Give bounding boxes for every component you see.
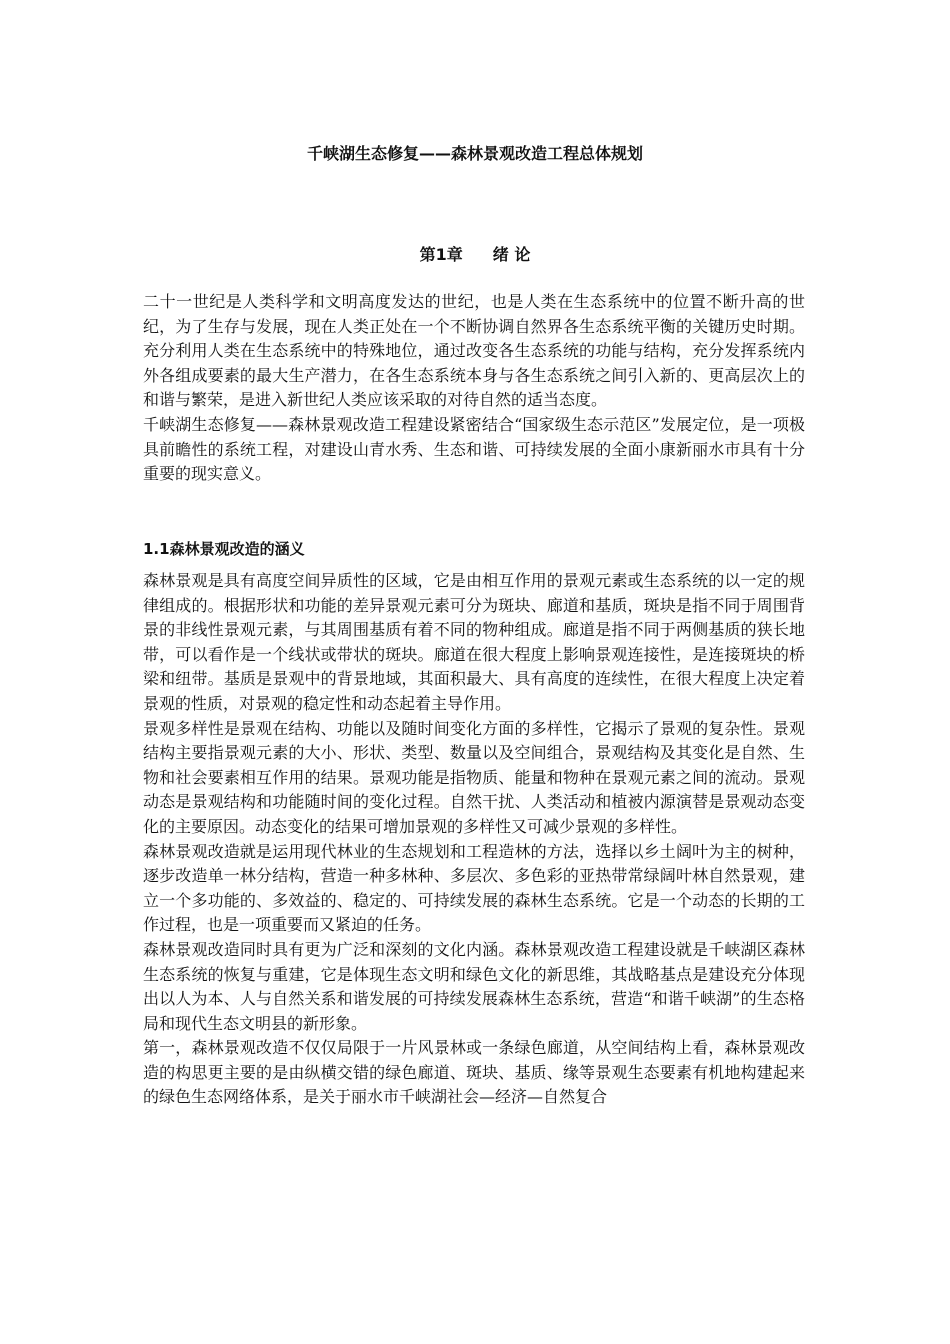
- paragraph: 森林景观改造同时具有更为广泛和深刻的文化内涵。森林景观改造工程建设就是千峡湖区森林生态系统的恢复与重建，它是体现生态文明和绿色文化的新思维，其战略基点是建设充分体现出以人为本、人与自然关系和谐发展的可持续发展森林生态系统，营造“和谐千峡湖”的生态格局和现代生态文明县的新形象。: [143, 939, 805, 1033]
- section-body: [143, 569, 805, 1110]
- section-heading: 1.1森林景观改造的涵义: [143, 540, 305, 558]
- paragraph: 二十一世纪是人类科学和文明高度发达的世纪，也是人类在生态系统中的位置不断升高的世纪，为了生存与发展，现在人类正处在一个不断协调自然界各生态系统平衡的关键历史时期。充分利用人类在生态系统中的特殊地位，通过改变各生态系统的功能与结构，充分发挥系统内外各组成要素的最大生产潜力，在各生态系统本身与各生态系统之间引入新的、更高层次上的和谐与繁荣，是进入新世纪人类应该采取的对待自然的适当态度。: [143, 292, 805, 410]
- document-title: 千峡湖生态修复——森林景观改造工程总体规划: [306, 144, 643, 163]
- chapter-heading: [0, 244, 950, 266]
- paragraph: 森林景观改造就是运用现代林业的生态规划和工程造林的方法，选择以乡土阔叶为主的树种，逐步改造单一林分结构，营造一种多林种、多层次、多色彩的亚热带常绿阔叶林自然景观，建立一个多功能的、多效益的、稳定的、可持续发展的森林生态系统。它是一个动态的长期的工作过程，也是一项重要而又紧迫的任务。: [143, 841, 805, 935]
- paragraph: 千峡湖生态修复——森林景观改造工程建设紧密结合“国家级生态示范区”发展定位，是一项极具前瞻性的系统工程，对建设山青水秀、生态和谐、可持续发展的全面小康新丽水市具有十分重要的现实意义。: [143, 414, 805, 484]
- chapter-title: 绪 论: [492, 245, 531, 264]
- chapter-intro-body: [143, 290, 805, 487]
- paragraph: 景观多样性是景观在结构、功能以及随时间变化方面的多样性，它揭示了景观的复杂性。景观结构主要指景观元素的大小、形状、类型、数量以及空间组合，景观结构及其变化是自然、生物和社会要素相互作用的结果。景观功能是指物质、能量和物种在景观元素之间的流动。景观动态是景观结构和功能随时间的变化过程。自然干扰、人类活动和植被内源演替是景观动态变化的主要原因。动态变化的结果可增加景观的多样性又可减少景观的多样性。: [143, 718, 805, 836]
- paragraph: 森林景观是具有高度空间异质性的区域，它是由相互作用的景观元素或生态系统的以一定的规律组成的。根据形状和功能的差异景观元素可分为斑块、廊道和基质，斑块是指不同于周围背景的非线性景观元素，与其周围基质有着不同的物种组成。廊道是指不同于两侧基质的狭长地带，可以看作是一个线状或带状的斑块。廊道在很大程度上影响景观连接性，是连接斑块的桥梁和纽带。基质是景观中的背景地域，其面积最大、具有高度的连续性，在很大程度上决定着景观的性质，对景观的稳定性和动态起着主导作用。: [143, 571, 805, 713]
- chapter-number: 第1章: [419, 245, 463, 264]
- paragraph: 第一，森林景观改造不仅仅局限于一片风景林或一条绿色廊道，从空间结构上看，森林景观改造的构思更主要的是由纵横交错的绿色廊道、斑块、基质、缘等景观生态要素有机地构建起来的绿色生态网络体系，是关于丽水市千峡湖社会—经济—自然复合: [143, 1038, 805, 1107]
